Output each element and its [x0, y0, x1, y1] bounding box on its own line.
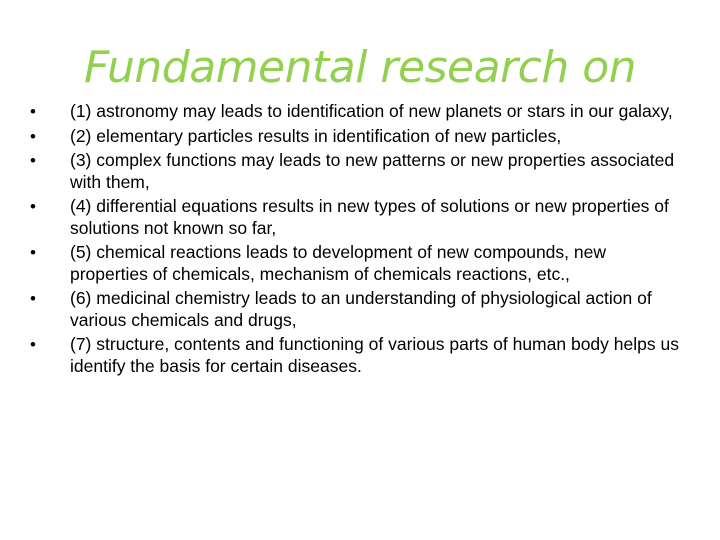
bullet-text: (7) structure, contents and functioning of various parts of human body helps us identify the basis for certain diseases.: [70, 334, 679, 376]
bullet-item-1: [30, 101, 680, 123]
bullet-icon: •: [30, 289, 36, 308]
bullet-text: (5) chemical reactions leads to development of new compounds, new properties of chemicals, mechanism of chemicals reactions, etc.,: [70, 242, 606, 284]
bullet-icon: •: [30, 102, 36, 121]
bullet-text: (1) astronomy may leads to identification of new planets or stars in our galaxy,: [70, 101, 673, 121]
bullet-text: (6) medicinal chemistry leads to an understanding of physiological action of various chemicals and drugs,: [70, 288, 652, 330]
bullet-icon: •: [30, 197, 36, 216]
bullet-item-6: [30, 288, 680, 331]
bullet-item-2: [30, 126, 680, 148]
bullet-item-5: [30, 242, 680, 285]
bullet-item-4: [30, 196, 680, 239]
bullet-icon: •: [30, 243, 36, 262]
bullet-icon: •: [30, 151, 36, 170]
bullet-text: (3) complex functions may leads to new patterns or new properties associated with them,: [70, 150, 675, 192]
bullet-text: (4) differential equations results in new types of solutions or new properties of solutions not known so far,: [70, 196, 669, 238]
bullet-list: [30, 101, 680, 380]
bullet-item-7: [30, 334, 680, 377]
bullet-text: (2) elementary particles results in identification of new particles,: [70, 125, 562, 146]
bullet-icon: •: [30, 126, 36, 146]
bullet-item-3: [30, 150, 680, 193]
slide-title: Fundamental research on: [83, 42, 636, 93]
bullet-icon: •: [30, 335, 36, 354]
